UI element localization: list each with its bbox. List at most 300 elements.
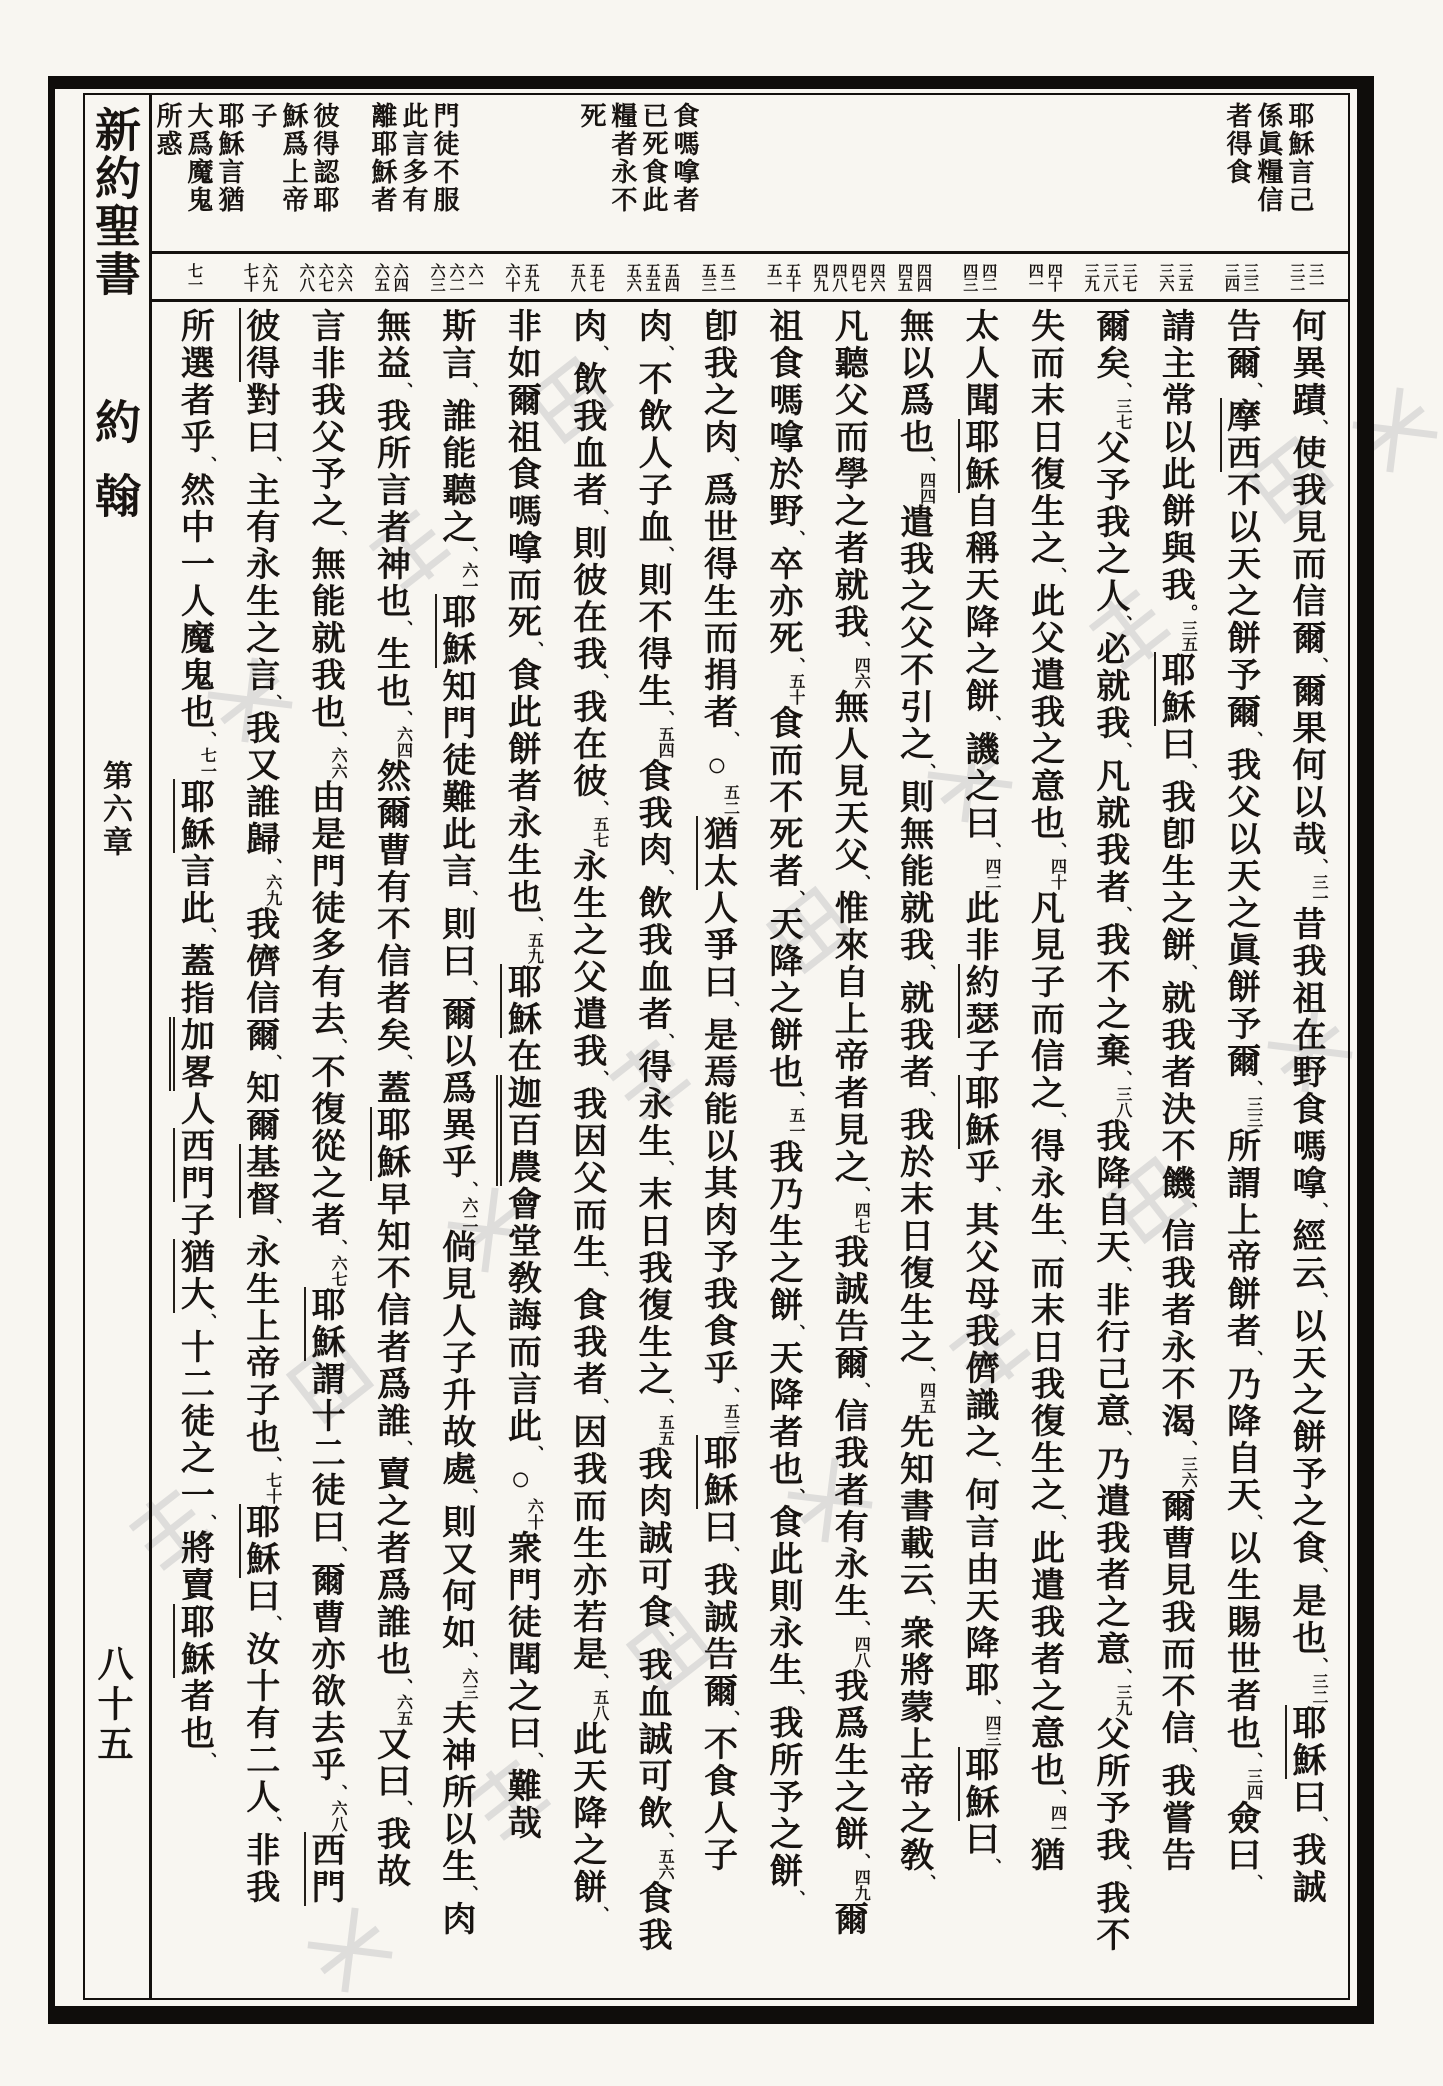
inline-verse-number: 六十 — [525, 1498, 543, 1530]
punctuation: 、 — [589, 800, 609, 817]
text-run: 昔我祖在野食嗎嗱 — [1287, 906, 1324, 1202]
text-run: 汝十有二人 — [240, 1631, 278, 1816]
text-run: 卒亦死 — [763, 546, 801, 657]
verse-number: 六七 — [316, 263, 333, 291]
inline-verse-number: 四九 — [852, 1869, 870, 1901]
text-run: 曰 — [240, 1578, 278, 1615]
inline-verse-number: 三七 — [1113, 398, 1131, 430]
text-run: 凡聽父而學之者就我 — [829, 308, 867, 641]
text-run: 食此餅者永生也 — [502, 657, 540, 916]
text-run: 爾果何以哉 — [1287, 673, 1324, 858]
punctuation: 、 — [1309, 1202, 1328, 1219]
text-run: 倘見人子升故處 — [436, 1229, 474, 1488]
punctuation: 、 — [785, 1488, 805, 1505]
inline-verse-number: 六二 — [459, 1197, 477, 1229]
punctuation: 、 — [524, 1445, 544, 1462]
punctuation: 、 — [720, 1001, 740, 1018]
inline-verse-number: 三九 — [1113, 1684, 1131, 1716]
text-run: 末日我復生之 — [633, 1176, 671, 1398]
text-run: 先知書載云 — [894, 1414, 932, 1599]
text-run: 爲世得生而捐者 — [698, 472, 736, 731]
text-run: 則無能就我 — [894, 779, 932, 964]
verse-group-col-3 — [1142, 256, 1207, 298]
verse-number: 七十 — [241, 263, 258, 291]
person-name: 彼得 — [240, 308, 278, 382]
verse-group-col-18 — [161, 256, 226, 298]
text-run: 蓋 — [371, 1070, 409, 1107]
text-run: 不飲人子血 — [633, 361, 671, 546]
person-name: 西門 — [175, 1128, 213, 1202]
section-circle: ○ — [502, 1461, 540, 1498]
text-run: 我所予之餅 — [763, 1705, 801, 1890]
punctuation: 、 — [328, 1546, 348, 1563]
person-name: 猶大 — [175, 1239, 213, 1313]
punctuation: 、 — [1178, 763, 1198, 780]
text-run: 主有永生之言 — [240, 472, 278, 694]
text-run: 我誠 — [1287, 1832, 1324, 1906]
punctuation: 、 — [1178, 964, 1198, 981]
verse-number: 五七 — [587, 263, 604, 291]
punctuation: 、 — [785, 1890, 805, 1907]
text-run: 曰 — [698, 1509, 736, 1546]
punctuation: 、 — [982, 1186, 1002, 1203]
punctuation: 、 — [655, 345, 675, 362]
punctuation: 、 — [916, 1366, 936, 1383]
text-run: 肉 — [436, 1901, 474, 1938]
verse-number: 四三 — [961, 263, 978, 291]
verse-number: 五九 — [522, 263, 539, 291]
text-run: 是也 — [1287, 1583, 1324, 1657]
inline-verse-number: 四十 — [1048, 858, 1066, 890]
verse-number: 四六 — [868, 263, 885, 291]
punctuation: 、 — [393, 620, 413, 637]
inline-verse-number: 三三 — [1244, 1096, 1262, 1128]
text-column-14 — [423, 308, 488, 1994]
text-run: 譏之曰 — [960, 731, 998, 842]
text-run: 失而末日復生之 — [1025, 308, 1063, 567]
inline-verse-number: 五十 — [786, 673, 804, 705]
text-run: 肉 — [567, 308, 605, 345]
punctuation: 、 — [655, 546, 675, 563]
verse-number: 四一 — [1026, 263, 1043, 291]
inline-verse-number: 六七 — [329, 1255, 347, 1287]
text-run: 信我者有永生 — [829, 1398, 867, 1620]
verse-number: 四八 — [830, 263, 847, 291]
book-title: 新約聖書 — [89, 106, 140, 298]
punctuation: 、 — [785, 890, 805, 907]
inline-verse-number: 五七 — [590, 816, 608, 848]
text-run: 請主常以此餅與我 — [1156, 308, 1194, 604]
punctuation: 、 — [982, 1858, 1002, 1875]
text-column-10 — [684, 308, 749, 1994]
punctuation: 、 — [1047, 567, 1067, 584]
text-column-4 — [1076, 308, 1141, 1994]
text-column-9 — [749, 308, 814, 1994]
punctuation: 、 — [197, 1752, 217, 1769]
text-run: 子 — [960, 1038, 998, 1075]
text-run: 我又誰歸 — [240, 710, 278, 858]
text-column-8 — [815, 308, 880, 1994]
text-run: 乃遣我者之意 — [1090, 1446, 1128, 1668]
punctuation: 、 — [1309, 419, 1328, 436]
verse-group-col-13 — [488, 256, 553, 298]
text-run: 衆將蒙上帝之敎 — [894, 1615, 932, 1874]
punctuation: 、 — [655, 1398, 675, 1415]
person-name: 耶穌 — [436, 594, 474, 668]
text-run: 非我 — [240, 1832, 278, 1906]
text-run: 我誠告爾 — [698, 1562, 736, 1710]
section-circle: ○ — [698, 747, 736, 784]
text-run: 乎 — [960, 1149, 998, 1186]
punctuation: 、 — [916, 964, 936, 981]
text-run: 我於末日復生之 — [894, 1107, 932, 1366]
text-column-16 — [292, 308, 357, 1994]
verse-number: 三二 — [1288, 263, 1305, 291]
text-run: 食而不死者 — [763, 705, 801, 890]
text-run: 肉 — [633, 308, 671, 345]
text-run: 言非我父予之 — [306, 308, 344, 530]
text-run: 所選者乎 — [175, 308, 213, 456]
scripture-text — [160, 308, 1338, 1994]
punctuation: 、 — [458, 1488, 478, 1505]
punctuation: 、 — [1112, 742, 1132, 759]
text-run: 經云 — [1287, 1218, 1324, 1292]
punctuation: 、 — [458, 1181, 478, 1198]
person-name: 耶穌 — [698, 1435, 736, 1509]
inline-verse-number: 四三 — [983, 1715, 1001, 1747]
text-run: 我卽生之餅 — [1156, 779, 1194, 964]
punctuation: 、 — [1243, 1752, 1263, 1769]
person-name: 耶穌 — [371, 1107, 409, 1181]
text-run: 食我者 — [567, 1287, 605, 1398]
text-run: 此天降之餅 — [567, 1721, 605, 1906]
verse-group-col-6 — [946, 256, 1011, 298]
inline-verse-number: 三四 — [1244, 1768, 1262, 1800]
text-run: 又曰 — [371, 1726, 409, 1800]
verse-number: 三一 — [1307, 263, 1324, 291]
punctuation: 、 — [524, 641, 544, 658]
inline-verse-number: 四二 — [983, 858, 1001, 890]
person-name: 約瑟 — [960, 964, 998, 1038]
text-run: 太人聞 — [960, 308, 998, 419]
page-number: 八十五 — [93, 1645, 133, 1765]
text-run: 我嘗告 — [1156, 1763, 1194, 1874]
verse-number: 三五 — [1176, 263, 1193, 291]
text-run: 乃降自天 — [1221, 1366, 1259, 1514]
punctuation: 、 — [458, 890, 478, 907]
person-name: 西門 — [306, 1832, 344, 1906]
verse-group-col-7 — [880, 256, 945, 298]
punctuation: 、 — [851, 1186, 871, 1203]
inline-verse-number: 四八 — [852, 1636, 870, 1668]
place-name: 加畧 — [169, 1017, 212, 1091]
text-run: 在 — [502, 1038, 540, 1075]
verse-group-col-17 — [226, 256, 291, 298]
text-run: 人 — [175, 1091, 213, 1128]
punctuation: 、 — [393, 710, 413, 727]
punctuation: 、 — [197, 1313, 217, 1330]
punctuation: 、 — [262, 1054, 282, 1071]
punctuation: 、 — [1047, 1514, 1067, 1531]
punctuation: 、 — [524, 916, 544, 933]
text-run: 非如爾祖食嗎嗱而死 — [502, 308, 540, 641]
punctuation: 、 — [1178, 1747, 1198, 1764]
punctuation: 、 — [589, 1398, 609, 1415]
punctuation: 、 — [916, 1599, 936, 1616]
text-run: 卽我之肉 — [698, 308, 736, 456]
summary-5: 耶穌言猶大爲魔鬼所惑 — [153, 102, 244, 214]
punctuation: 、 — [1112, 615, 1132, 632]
punctuation: 、 — [589, 345, 609, 362]
punctuation: 、 — [1112, 1266, 1132, 1283]
punctuation: 、 — [458, 546, 478, 563]
inline-verse-number: 四六 — [852, 657, 870, 689]
punctuation: 、 — [458, 1885, 478, 1902]
verse-number: 三四 — [1222, 263, 1239, 291]
text-column-12 — [553, 308, 618, 1994]
text-run: 我血誠可飲 — [633, 1647, 671, 1832]
verse-group-col-14 — [422, 256, 487, 298]
text-run: 祖食嗎嗱於野 — [763, 308, 801, 530]
text-run: 是焉能以其肉予我食乎 — [698, 1017, 736, 1387]
inline-verse-number: 五一 — [786, 1107, 804, 1139]
text-run: 信我者永不渴 — [1156, 1218, 1194, 1440]
verse-number: 三七 — [1120, 263, 1137, 291]
inline-verse-number: 三二 — [1310, 1673, 1327, 1705]
punctuation: 、 — [916, 763, 936, 780]
text-run: 生也 — [371, 636, 409, 710]
punctuation: 、 — [328, 1038, 348, 1055]
punctuation: 、 — [197, 731, 217, 748]
text-run: 然爾曹有不信者矣 — [371, 758, 409, 1054]
punctuation: 、 — [655, 1160, 675, 1177]
text-run: 此非 — [960, 890, 998, 964]
text-run: 則彼在我 — [567, 525, 605, 673]
punctuation: 、 — [328, 1784, 348, 1801]
punctuation: 、 — [655, 1033, 675, 1050]
verse-group-col-12 — [553, 256, 618, 298]
punctuation: 、 — [916, 1091, 936, 1108]
punctuation: 、 — [197, 456, 217, 473]
punctuation: 、 — [1243, 1514, 1263, 1531]
text-run: 永生之父遣我 — [567, 848, 605, 1070]
person-name: 基督 — [240, 1144, 278, 1218]
punctuation: 、 — [720, 456, 740, 473]
text-run: 惟來自上帝者見之 — [829, 890, 867, 1186]
verse-number-row — [160, 256, 1338, 298]
punctuation: 、 — [1309, 1657, 1328, 1674]
punctuation: 。 — [1178, 604, 1198, 621]
text-run: 我父以天之眞餅予爾 — [1221, 747, 1259, 1080]
inline-verse-number: 五八 — [590, 1689, 608, 1721]
text-run: 遣我之父不引之 — [894, 504, 932, 763]
text-run: 爾矣 — [1090, 308, 1128, 382]
verse-number: 四十 — [1045, 263, 1062, 291]
text-run: 就我者 — [894, 980, 932, 1091]
text-run: 僉曰 — [1221, 1800, 1259, 1874]
person-name: 耶穌 — [960, 419, 998, 493]
punctuation: 、 — [1178, 1202, 1198, 1219]
verse-group-col-2 — [1207, 256, 1272, 298]
punctuation: 、 — [851, 1853, 871, 1870]
inline-verse-number: 六九 — [263, 874, 281, 906]
title-column-divider — [149, 95, 152, 1998]
punctuation: 、 — [197, 1514, 217, 1531]
verse-number: 四四 — [914, 263, 931, 291]
text-column-1 — [1273, 308, 1338, 1994]
verse-group-col-11 — [619, 256, 684, 298]
header-rule-bottom — [151, 299, 1348, 302]
verse-group-col-4 — [1076, 256, 1141, 298]
inline-verse-number: 五九 — [525, 932, 543, 964]
verse-number: 五二 — [718, 263, 735, 291]
punctuation: 、 — [851, 874, 871, 891]
punctuation: 、 — [1112, 1070, 1132, 1087]
punctuation: 、 — [916, 456, 936, 473]
text-run: 賣之者爲誰也 — [371, 1456, 409, 1678]
person-name: 耶穌 — [960, 1075, 998, 1149]
text-run: 父予我之人 — [1090, 430, 1128, 615]
text-run: 自稱天降之餅 — [960, 493, 998, 715]
text-run: 我故 — [371, 1816, 409, 1890]
punctuation: 、 — [916, 1874, 936, 1891]
summary-3: 門徒不服此言多有離耶穌者 — [368, 102, 459, 214]
inline-verse-number: 六五 — [394, 1694, 412, 1726]
punctuation: 、 — [982, 842, 1002, 859]
summary-1: 耶穌言己係眞糧信者得食 — [1223, 102, 1314, 214]
verse-number: 三三 — [1241, 263, 1258, 291]
text-run: 難哉 — [502, 1768, 540, 1842]
text-run: 人爭曰 — [698, 890, 736, 1001]
verse-number: 五一 — [765, 263, 782, 291]
verse-number: 六十 — [503, 263, 520, 291]
punctuation: 、 — [393, 1054, 413, 1071]
text-column-13 — [488, 308, 553, 1994]
punctuation: 、 — [262, 1218, 282, 1235]
text-column-17 — [226, 308, 291, 1994]
punctuation: 、 — [785, 657, 805, 674]
verse-number: 六六 — [335, 263, 352, 291]
verse-number: 六三 — [428, 263, 445, 291]
punctuation: 、 — [785, 1324, 805, 1341]
punctuation: 、 — [1309, 1567, 1328, 1584]
verse-number: 三八 — [1101, 263, 1118, 291]
text-run: 我降自天 — [1090, 1118, 1128, 1266]
text-run: 不食人子 — [698, 1726, 736, 1874]
text-run: 無人見天父 — [829, 689, 867, 874]
text-run: 不復從之者 — [306, 1054, 344, 1239]
punctuation: 、 — [1047, 1239, 1067, 1256]
punctuation: 、 — [1243, 1080, 1263, 1097]
text-run: 凡見子而信之 — [1025, 890, 1063, 1112]
text-run: 則又何如 — [436, 1504, 474, 1652]
person-name: 耶穌 — [240, 1504, 278, 1578]
inline-verse-number: 六一 — [459, 562, 477, 594]
punctuation: 、 — [655, 1832, 675, 1849]
text-run: 天降者也 — [763, 1340, 801, 1488]
text-run: 告爾 — [1221, 308, 1259, 382]
text-run: 曰 — [1156, 726, 1194, 763]
inline-verse-number: 六四 — [394, 726, 412, 758]
punctuation: 、 — [982, 715, 1002, 732]
punctuation: 、 — [393, 1440, 413, 1457]
text-run: 會堂敎誨而言此 — [502, 1186, 540, 1445]
text-run: 早知不信者爲誰 — [371, 1181, 409, 1440]
text-run: 就我者決不饑 — [1156, 980, 1194, 1202]
punctuation: 、 — [1243, 1874, 1263, 1891]
verse-number: 六九 — [260, 263, 277, 291]
text-run: 知爾 — [240, 1070, 278, 1144]
verse-group-col-10 — [684, 256, 749, 298]
text-run: 曰 — [960, 1821, 998, 1858]
punctuation: 、 — [589, 1070, 609, 1087]
punctuation: 、 — [1243, 731, 1263, 748]
text-column-5 — [1011, 308, 1076, 1994]
text-run: 所謂上帝餅者 — [1221, 1128, 1259, 1350]
text-run: 使我見而信爾 — [1287, 435, 1324, 657]
punctuation: 、 — [982, 1699, 1002, 1716]
punctuation: 、 — [1178, 1440, 1198, 1457]
inline-verse-number: 三八 — [1113, 1086, 1131, 1118]
punctuation: 、 — [720, 1546, 740, 1563]
punctuation: 、 — [851, 1620, 871, 1637]
verse-group-col-1 — [1273, 256, 1338, 298]
section-summaries — [151, 98, 1350, 250]
inline-verse-number: 三五 — [1179, 620, 1197, 652]
punctuation: 、 — [1047, 842, 1067, 859]
text-run: 然中一人魔鬼也 — [175, 472, 213, 731]
verse-number: 四五 — [895, 263, 912, 291]
text-run: 此父遣我之意也 — [1025, 583, 1063, 842]
inline-verse-number: 六三 — [459, 1668, 477, 1700]
text-run: 我不之棄 — [1090, 922, 1128, 1070]
text-run: 猶 — [1025, 1837, 1063, 1874]
text-run: 何異蹟 — [1287, 308, 1324, 419]
text-run: 必就我 — [1090, 631, 1128, 742]
inline-verse-number: 五三 — [721, 1403, 739, 1435]
text-run: 得永生 — [1025, 1128, 1063, 1239]
text-run: 曰 — [1287, 1779, 1324, 1816]
punctuation: 、 — [785, 530, 805, 547]
punctuation: 、 — [262, 1456, 282, 1473]
inline-verse-number: 五五 — [656, 1414, 674, 1446]
inline-verse-number: 五二 — [721, 784, 739, 816]
verse-number: 四二 — [980, 263, 997, 291]
verse-group-col-5 — [1011, 256, 1076, 298]
inline-verse-number: 四五 — [917, 1382, 935, 1414]
punctuation: 、 — [1112, 1668, 1132, 1685]
summary-2: 食嗎嗱者已死食此糧者永不死 — [577, 102, 699, 214]
punctuation: 、 — [1047, 1112, 1067, 1129]
inline-verse-number: 六六 — [329, 747, 347, 779]
verse-group-col-16 — [292, 256, 357, 298]
punctuation: 、 — [262, 858, 282, 875]
punctuation: 、 — [785, 1689, 805, 1706]
text-run: 我在彼 — [567, 689, 605, 800]
person-name: 耶穌 — [1287, 1705, 1324, 1779]
text-run: 飲我血者 — [633, 885, 671, 1033]
inline-verse-number: 三六 — [1179, 1456, 1197, 1488]
header-rule-top — [151, 251, 1348, 254]
text-column-15 — [357, 308, 422, 1994]
text-run: 我儕信爾 — [240, 906, 278, 1054]
text-run: 知門徒難此言 — [436, 668, 474, 890]
text-run: 無能就我也 — [306, 546, 344, 731]
punctuation: 、 — [589, 1906, 609, 1923]
text-run: 我所言者神也 — [371, 398, 409, 620]
punctuation: 、 — [262, 1615, 282, 1632]
punctuation: 、 — [1112, 382, 1132, 399]
